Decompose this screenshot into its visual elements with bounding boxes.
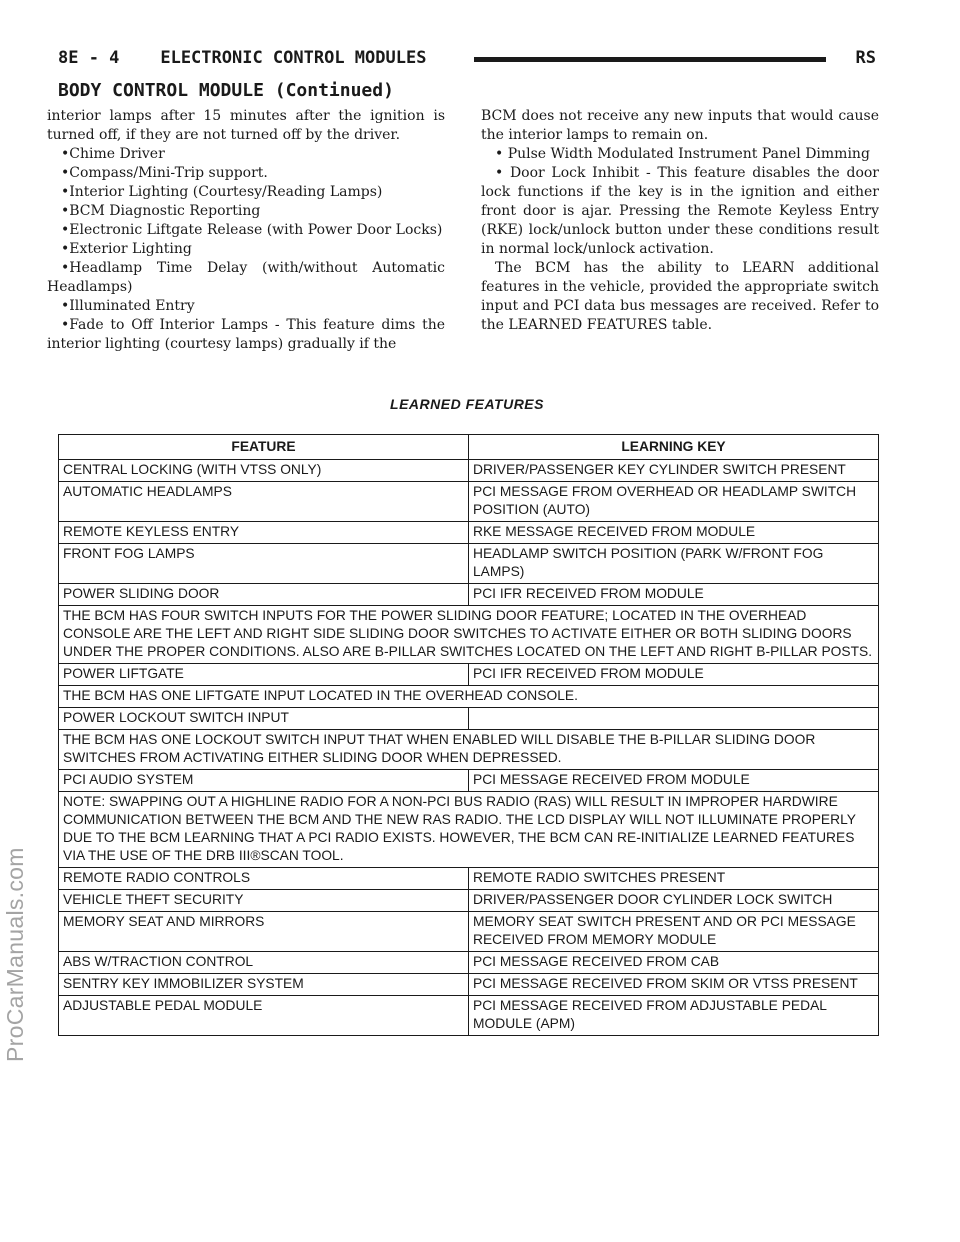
column-header-feature: FEATURE [59, 435, 469, 460]
feature-cell: POWER SLIDING DOOR [59, 584, 469, 606]
learning-key-cell: PCI IFR RECEIVED FROM MODULE [469, 584, 879, 606]
table-row [59, 912, 879, 952]
paragraph: •Electronic Liftgate Release (with Power Door Locks) [61, 222, 443, 238]
left-text-column [47, 107, 445, 354]
feature-cell: ABS W/TRACTION CONTROL [59, 952, 469, 974]
learning-key-cell: PCI IFR RECEIVED FROM MODULE [469, 664, 879, 686]
feature-cell: VEHICLE THEFT SECURITY [59, 890, 469, 912]
section-title: BODY CONTROL MODULE (Continued) [58, 80, 394, 101]
paragraph: •Compass/Mini-Trip support. [61, 165, 268, 181]
paragraph: interior lamps after 15 minutes after the ignition is turned off, if they are not turned off by the driver. [47, 108, 445, 143]
learning-key-cell: PCI MESSAGE RECEIVED FROM MODULE [469, 770, 879, 792]
table-row [59, 770, 879, 792]
learning-key-cell: REMOTE RADIO SWITCHES PRESENT [469, 868, 879, 890]
feature-cell: PCI AUDIO SYSTEM [59, 770, 469, 792]
table-row [59, 606, 879, 664]
table-note-cell: THE BCM HAS FOUR SWITCH INPUTS FOR THE POWER SLIDING DOOR FEATURE; LOCATED IN THE OVERHEAD CONSOLE ARE THE LEFT AND RIGHT SIDE SLIDING DOOR SWITCHES TO ACTIVATE EITHER OR BOTH SLIDING DOORS UNDER THE PROPER CONDITIONS. ALSO ARE B-PILLAR SWITCHES LOCATED ON THE LEFT AND RIGHT B-PILLAR POSTS. [59, 606, 879, 664]
feature-cell: POWER LOCKOUT SWITCH INPUT [59, 708, 469, 730]
learning-key-cell: MEMORY SEAT SWITCH PRESENT AND OR PCI MESSAGE RECEIVED FROM MEMORY MODULE [469, 912, 879, 952]
table-note-cell: THE BCM HAS ONE LIFTGATE INPUT LOCATED IN THE OVERHEAD CONSOLE. [59, 686, 879, 708]
learning-key-cell: DRIVER/PASSENGER KEY CYLINDER SWITCH PRESENT [469, 460, 879, 482]
paragraph: •Interior Lighting (Courtesy/Reading Lamps) [61, 184, 383, 200]
feature-cell: MEMORY SEAT AND MIRRORS [59, 912, 469, 952]
header-rule [474, 57, 826, 62]
table-row [59, 974, 879, 996]
table-row [59, 952, 879, 974]
paragraph: BCM does not receive any new inputs that would cause the interior lamps to remain on. [481, 108, 879, 143]
right-text-column [481, 107, 879, 335]
page-header [58, 44, 876, 74]
table-row [59, 708, 879, 730]
table-row [59, 522, 879, 544]
table-row [59, 664, 879, 686]
learned-features-table [58, 434, 879, 1036]
paragraph: •Illuminated Entry [61, 298, 195, 314]
learning-key-cell: PCI MESSAGE RECEIVED FROM CAB [469, 952, 879, 974]
feature-cell: POWER LIFTGATE [59, 664, 469, 686]
learning-key-cell: DRIVER/PASSENGER DOOR CYLINDER LOCK SWITCH [469, 890, 879, 912]
table-note-cell: THE BCM HAS ONE LOCKOUT SWITCH INPUT THAT WHEN ENABLED WILL DISABLE THE B-PILLAR SLIDING DOOR SWITCHES FROM ACTIVATING EITHER SLIDING DOOR WHEN DEPRESSED. [59, 730, 879, 770]
table-row [59, 686, 879, 708]
table-note-cell: NOTE: SWAPPING OUT A HIGHLINE RADIO FOR A NON-PCI BUS RADIO (RAS) WILL RESULT IN IMPROPER HARDWIRE COMMUNICATION BETWEEN THE BCM AND THE NEW RAS RADIO. THE LCD DISPLAY WILL NOT ILLUMINATE PROPERLY DUE TO THE BCM LEARNING THAT A PCI RADIO EXISTS. HOWEVER, THE BCM CAN RE-INITIALIZE LEARNED FEATURES VIA THE USE OF THE DRB III®SCAN TOOL. [59, 792, 879, 868]
learning-key-cell [469, 708, 879, 730]
paragraph: •Fade to Off Interior Lamps - This feature dims the interior lighting (courtesy lamps) gradually if the [47, 317, 445, 352]
feature-cell: FRONT FOG LAMPS [59, 544, 469, 584]
table-row [59, 584, 879, 606]
table-row [59, 460, 879, 482]
header-model-code: RS [855, 48, 876, 68]
feature-cell: REMOTE RADIO CONTROLS [59, 868, 469, 890]
table-caption: LEARNED FEATURES [390, 396, 544, 412]
table-row [59, 730, 879, 770]
paragraph: •Exterior Lighting [61, 241, 192, 257]
paragraph: •Headlamp Time Delay (with/without Automatic Headlamps) [47, 260, 445, 295]
feature-cell: AUTOMATIC HEADLAMPS [59, 482, 469, 522]
column-header-learning-key: LEARNING KEY [469, 435, 879, 460]
table-row [59, 996, 879, 1036]
header-chapter: 8E - 4 ELECTRONIC CONTROL MODULES [58, 48, 427, 68]
site-watermark: ProCarManuals.com [2, 847, 28, 1062]
feature-cell: REMOTE KEYLESS ENTRY [59, 522, 469, 544]
learning-key-cell: PCI MESSAGE FROM OVERHEAD OR HEADLAMP SWITCH POSITION (AUTO) [469, 482, 879, 522]
table-row [59, 544, 879, 584]
table-row [59, 792, 879, 868]
paragraph: •BCM Diagnostic Reporting [61, 203, 261, 219]
table-header-row [59, 435, 879, 460]
feature-cell: CENTRAL LOCKING (WITH VTSS ONLY) [59, 460, 469, 482]
learning-key-cell: PCI MESSAGE RECEIVED FROM SKIM OR VTSS PRESENT [469, 974, 879, 996]
table-row [59, 890, 879, 912]
table-row [59, 868, 879, 890]
paragraph: • Door Lock Inhibit - This feature disables the door lock functions if the key is in the ignition and either front door is ajar. Pressing the Remote Keyless Entry (RKE) lock/unlock button under these conditions result in normal lock/unlock activation. [481, 165, 879, 257]
table-row [59, 482, 879, 522]
feature-cell: ADJUSTABLE PEDAL MODULE [59, 996, 469, 1036]
paragraph: •Chime Driver [61, 146, 165, 162]
learning-key-cell: PCI MESSAGE RECEIVED FROM ADJUSTABLE PEDAL MODULE (APM) [469, 996, 879, 1036]
paragraph: The BCM has the ability to LEARN additional features in the vehicle, provided the appropriate switch input and PCI data bus messages are received. Refer to the LEARNED FEATURES table. [481, 260, 879, 333]
feature-cell: SENTRY KEY IMMOBILIZER SYSTEM [59, 974, 469, 996]
table-body [59, 460, 879, 1036]
learning-key-cell: RKE MESSAGE RECEIVED FROM MODULE [469, 522, 879, 544]
learning-key-cell: HEADLAMP SWITCH POSITION (PARK W/FRONT FOG LAMPS) [469, 544, 879, 584]
paragraph: • Pulse Width Modulated Instrument Panel Dimming [495, 146, 870, 162]
